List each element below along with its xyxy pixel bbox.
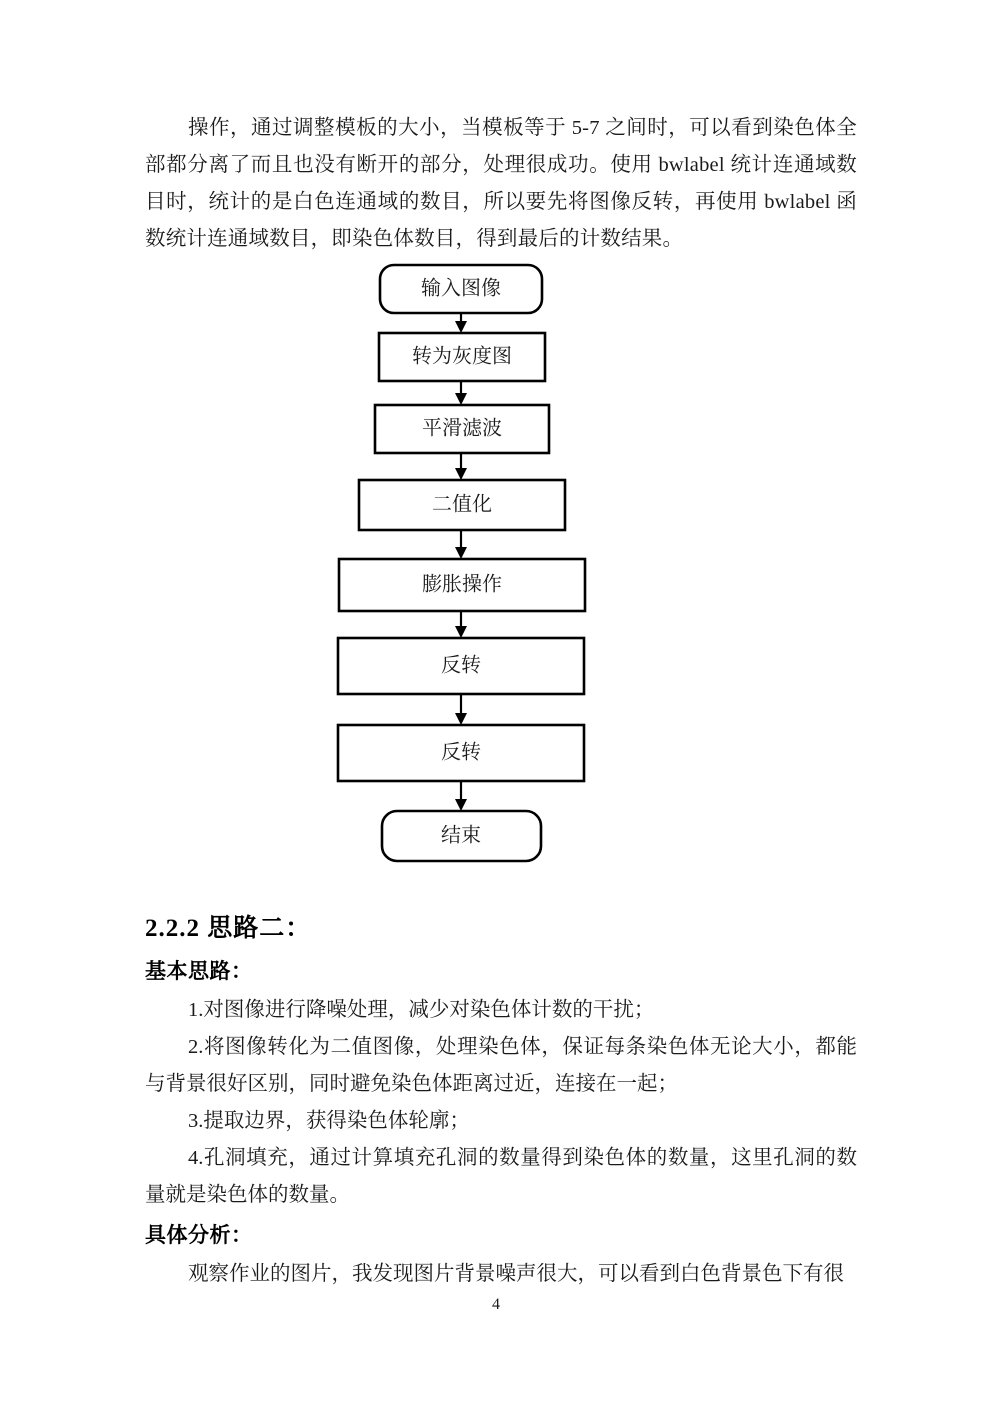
basic-idea-label: 基本思路： <box>145 959 253 983</box>
arrowhead-n2-n3 <box>455 393 467 405</box>
flow-node-dilation <box>339 559 585 611</box>
list-item: 1.对图像进行降噪处理，减少对染色体计数的干扰； <box>188 999 655 1021</box>
detail-analysis-block <box>145 1219 857 1293</box>
flow-node-label: 平滑滤波 <box>422 417 502 440</box>
list-item: 4.孔洞填充，通过计算填充孔洞的数量得到染色体的数量，这里孔洞的数量就是染色体的数量。 <box>145 1147 857 1206</box>
flow-node-to-grayscale <box>379 333 545 381</box>
arrowhead-n4-n5 <box>455 547 467 559</box>
basic-idea-block <box>145 955 857 1214</box>
processing-flowchart <box>0 255 992 870</box>
detail-paragraph: 观察作业的图片，我发现图片背景噪声很大，可以看到白色背景色下有很 <box>188 1263 845 1285</box>
flow-node-smoothing-filter <box>375 405 549 453</box>
flow-node-label: 反转 <box>441 654 481 677</box>
arrowhead-n3-n4 <box>455 468 467 480</box>
arrowhead-n6-n7 <box>455 713 467 725</box>
list-item: 2.将图像转化为二值图像，处理染色体，保证每条染色体无论大小，都能与背景很好区别，同时避免染色体距离过近，连接在一起； <box>145 1036 857 1095</box>
flow-node-label: 转为灰度图 <box>412 345 512 368</box>
arrowhead-n1-n2 <box>455 321 467 333</box>
detail-analysis-label: 具体分析： <box>145 1223 253 1247</box>
flow-node-label: 二值化 <box>432 493 492 516</box>
flow-node-invert-1 <box>338 638 584 694</box>
flow-node-label: 反转 <box>441 741 481 764</box>
section-heading: 2.2.2 思路二： <box>145 915 312 942</box>
flow-node-label: 膨胀操作 <box>422 573 502 596</box>
flow-node-invert-2 <box>338 725 584 781</box>
arrowhead-n5-n6 <box>455 626 467 638</box>
arrowhead-n7-n8 <box>455 799 467 811</box>
flow-node-label: 输入图像 <box>421 277 501 300</box>
flow-node-end <box>382 811 541 861</box>
page-number: 4 <box>492 1296 500 1313</box>
flow-node-binarization <box>359 480 565 530</box>
list-item: 3.提取边界，获得染色体轮廓； <box>188 1110 470 1132</box>
top-text-block <box>145 110 857 258</box>
flow-node-label: 结束 <box>441 824 481 847</box>
top-paragraph: 操作，通过调整模板的大小，当模板等于 5-7 之间时，可以看到染色体全部都分离了而且也没有断开的部分，处理很成功。使用 bwlabel 统计连通域数目时，统计的是白色连通域的数目，所以要先将图像反转，再使用 bwlabel 函数统计连通域数目，即染色体数目，得到最后的计数结果。 <box>145 117 857 250</box>
flow-node-input-image <box>380 265 542 313</box>
